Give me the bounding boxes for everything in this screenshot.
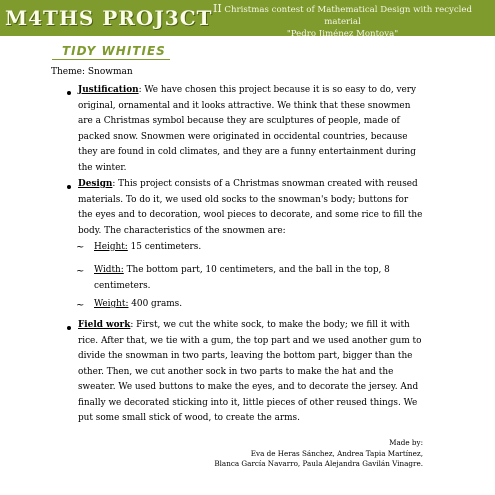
height-label: Height: bbox=[94, 242, 128, 252]
width-label: Width: bbox=[94, 265, 124, 275]
justification-paragraph bbox=[78, 83, 418, 176]
bullet-dot bbox=[67, 91, 71, 95]
list-marker-icon: ~ bbox=[76, 300, 85, 311]
characteristic-item bbox=[94, 240, 414, 256]
justification-label: Justification bbox=[78, 85, 139, 95]
contest-title: Christmas contest of Mathematical Design with recycled material bbox=[221, 5, 473, 27]
design-paragraph bbox=[78, 177, 423, 239]
list-marker-icon: ~ bbox=[76, 266, 85, 277]
contest-subtitle: "Pedro Jiménez Montoya" bbox=[286, 29, 399, 39]
header-banner bbox=[0, 0, 495, 39]
height-text: 15 centimeters. bbox=[127, 242, 202, 252]
field-work-label: Field work bbox=[78, 320, 131, 330]
weight-text: 400 grams. bbox=[128, 299, 183, 309]
design-text: : This project consists of a Christmas snowman created with reused materials. To do it, we used old socks to the snowman's body; buttons for the eyes and to decoration, wool pieces to decorate, and some rice to fill the body. The characteristics of the snowmen are: bbox=[78, 179, 423, 236]
design-label: Design bbox=[78, 179, 113, 189]
bullet-dot bbox=[67, 326, 71, 330]
contest-header bbox=[195, 3, 490, 40]
list-marker-icon: ~ bbox=[76, 242, 85, 253]
characteristic-item bbox=[94, 263, 414, 294]
theme-line: Theme: Snowman bbox=[51, 67, 133, 77]
project-logo: M4THS PROJ3CT bbox=[5, 6, 213, 30]
made-by-label: Made by: bbox=[389, 438, 423, 447]
contest-edition: II bbox=[212, 2, 222, 15]
characteristic-item bbox=[94, 297, 414, 313]
width-text: The bottom part, 10 centimeters, and the ball in the top, 8 centimeters. bbox=[94, 265, 390, 291]
authors-line-2: Blanca García Navarro, Paula Alejandra Gavilán Vinagre. bbox=[214, 459, 423, 468]
justification-text: : We have chosen this project because it is so easy to do, very original, ornamental and it looks attractive. We think that these snowmen are a Christmas symbol because they are sculptures of people, made of packed snow. Snowmen were originated in occidental countries, because they are found in cold climates, and they are a funny entertainment during the winter. bbox=[78, 85, 417, 173]
project-title: TIDY WHITIES bbox=[62, 44, 166, 58]
authors-line-1: Eva de Heras Sánchez, Andrea Tapia Martínez, bbox=[250, 448, 423, 458]
bullet-dot bbox=[67, 185, 71, 189]
weight-label: Weight: bbox=[94, 299, 129, 309]
credits bbox=[214, 438, 423, 470]
title-underline bbox=[52, 59, 170, 60]
field-work-paragraph bbox=[78, 318, 424, 427]
field-work-text: : First, we cut the white sock, to make the body; we fill it with rice. After that, we tie with a gum, the top part and we used another gum to divide the snowman in two parts, leaving the bottom part, bigger than the other. Then, we cut another sock in two parts to make the hat and the sweater. We used buttons to make the eyes, and to decorate the jersey. And finally we decorated sticking into it, little pieces of other reused things. We put some small stick of wood, to create the arms. bbox=[78, 320, 422, 423]
